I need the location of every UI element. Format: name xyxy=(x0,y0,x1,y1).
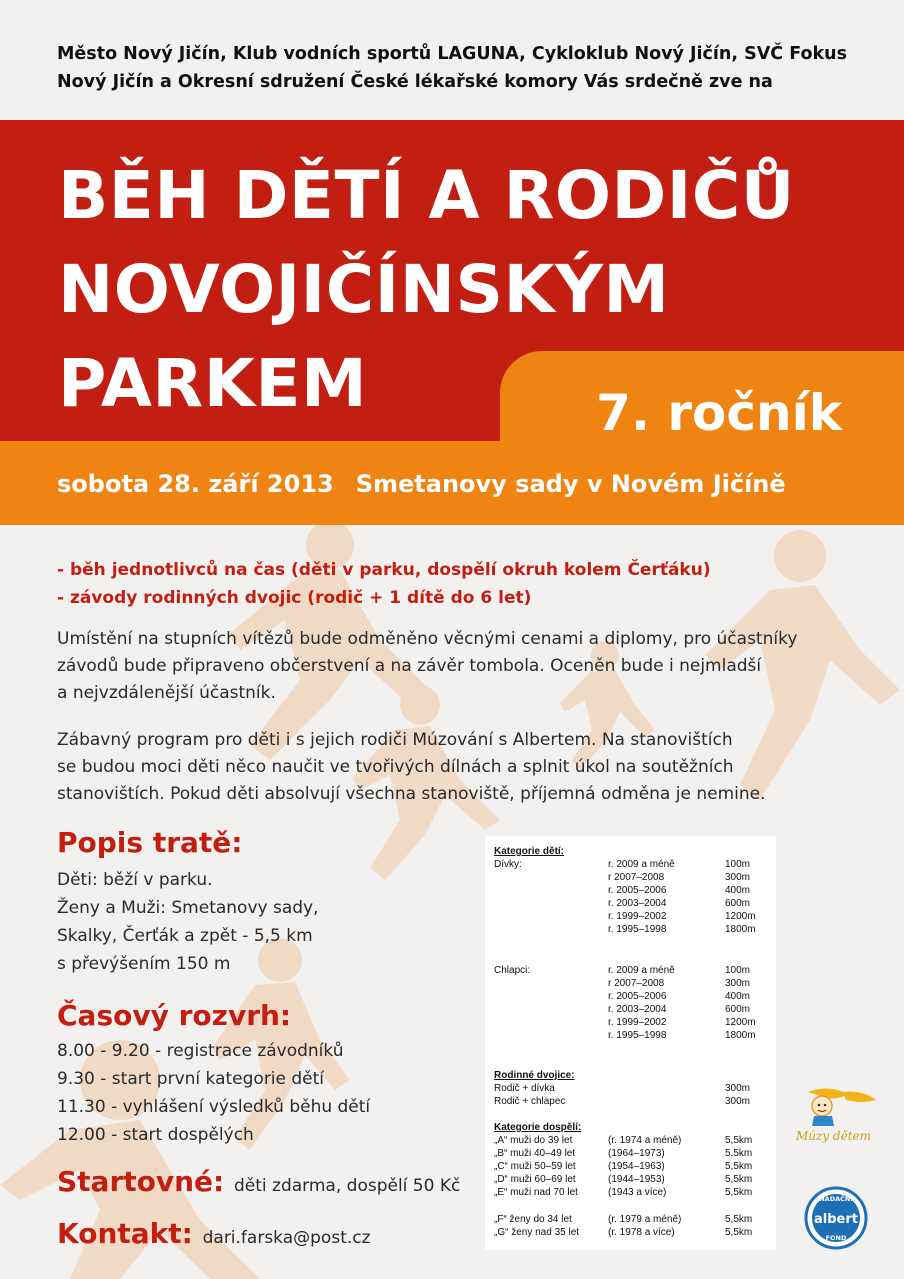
intro-line-2: Nový Jičín a Okresní sdružení České lékařské komory Vás srdečně zve na xyxy=(57,72,773,92)
table-row xyxy=(485,1173,776,1186)
event-place: Smetanovy sady v Novém Jičíně xyxy=(355,470,786,498)
table-row xyxy=(485,1160,776,1173)
track-line: Ženy a Muži: Smetanovy sady, xyxy=(57,898,319,918)
race-item: - závody rodinných dvojic (rodič + 1 dítě do 6 let) xyxy=(57,588,532,608)
distance: 5,5km xyxy=(725,1227,753,1238)
contact-section xyxy=(57,1216,371,1256)
table-row xyxy=(485,964,776,977)
girls-label: Dívky: xyxy=(494,859,522,870)
distance: 1800m xyxy=(725,924,756,935)
adult-category: „D“ muži 60–69 let xyxy=(494,1174,576,1185)
schedule-line: 9.30 - start první kategorie dětí xyxy=(57,1069,325,1089)
event-date: sobota 28. září 2013 xyxy=(57,470,334,498)
table-row xyxy=(485,923,776,936)
year-range: r 2007–2008 xyxy=(608,978,665,989)
program-paragraph xyxy=(57,727,877,808)
distance: 300m xyxy=(725,872,751,883)
race-list xyxy=(57,556,711,612)
track-line: Děti: běží v parku. xyxy=(57,870,213,890)
paragraph-line: Umístění na stupních vítězů bude odměněno věcnými cenami a diplomy, pro účastníky xyxy=(57,629,798,649)
track-heading: Popis tratě: xyxy=(57,826,243,859)
family-pair: Rodič + chlapec xyxy=(494,1096,566,1107)
distance: 5,5km xyxy=(725,1187,753,1198)
paragraph-line: Zábavný program pro děti i s jejich rodiči Múzování s Albertem. Na stanovištích xyxy=(57,730,733,750)
year-range: r. 2005–2006 xyxy=(608,991,667,1002)
adult-category: „A“ muži do 39 let xyxy=(494,1135,573,1146)
year-range: r. 2005–2006 xyxy=(608,885,667,896)
title-line-2: NOVOJIČÍNSKÝM xyxy=(58,251,670,328)
adult-category: „C“ muži 50–59 let xyxy=(494,1161,576,1172)
table-row xyxy=(485,1134,776,1147)
boys-label: Chlapci: xyxy=(494,965,531,976)
table-row xyxy=(485,871,776,884)
edition-label: 7. ročník xyxy=(596,384,842,442)
schedule-list xyxy=(57,1037,370,1149)
table-row xyxy=(485,1226,776,1239)
event-date-place xyxy=(57,466,786,502)
table-row xyxy=(485,910,776,923)
distance: 100m xyxy=(725,965,751,976)
year-range: r. 2009 a méně xyxy=(608,859,675,870)
track-description xyxy=(57,866,319,978)
distance: 5,5km xyxy=(725,1214,753,1225)
year-range: r. 2003–2004 xyxy=(608,1004,667,1015)
distance: 300m xyxy=(725,978,751,989)
track-line: s převýšením 150 m xyxy=(57,954,231,974)
schedule-line: 8.00 - 9.20 - registrace závodníků xyxy=(57,1041,344,1061)
distance: 400m xyxy=(725,885,751,896)
distance: 5,5km xyxy=(725,1148,753,1159)
distance: 600m xyxy=(725,1004,751,1015)
table-row xyxy=(485,1029,776,1042)
distance: 300m xyxy=(725,1096,751,1107)
table-row xyxy=(485,1095,776,1108)
distance: 5,5km xyxy=(725,1161,753,1172)
distance: 1200m xyxy=(725,1017,756,1028)
table-row xyxy=(485,977,776,990)
year-range: r. 1999–2002 xyxy=(608,911,667,922)
albert-fund-logo xyxy=(804,1186,868,1250)
year-range: (1954–1963) xyxy=(608,1161,665,1172)
track-line: Skalky, Čerťák a zpět - 5,5 km xyxy=(57,926,313,946)
year-range: (r. 1974 a méně) xyxy=(608,1135,682,1146)
distance: 5,5km xyxy=(725,1135,753,1146)
year-range: (1943 a více) xyxy=(608,1187,667,1198)
albert-logo-name: albert xyxy=(814,1212,858,1227)
paragraph-line: a nejvzdálenější účastník. xyxy=(57,683,276,703)
schedule-line: 12.00 - start dospělých xyxy=(57,1125,254,1145)
fee-section xyxy=(57,1164,460,1204)
table-row xyxy=(485,884,776,897)
albert-logo-top: NADAČNÍ xyxy=(819,1195,853,1203)
paragraph-line: se budou moci děti něco naučit ve tvořivých dílnách a splnit úkol na soutěžních xyxy=(57,757,734,777)
year-range: r 2007–2008 xyxy=(608,872,665,883)
fee-value: děti zdarma, dospělí 50 Kč xyxy=(234,1176,461,1196)
family-pair: Rodič + dívka xyxy=(494,1083,555,1094)
table-row xyxy=(485,897,776,910)
distance: 600m xyxy=(725,898,751,909)
adult-category: „G“ ženy nad 35 let xyxy=(494,1227,580,1238)
prizes-paragraph xyxy=(57,626,877,707)
schedule-heading: Časový rozvrh: xyxy=(57,999,292,1032)
table-row xyxy=(485,1016,776,1029)
title-line-1: BĚH DĚTÍ A RODIČŮ xyxy=(58,157,795,234)
adult-category-heading: Kategorie dospělí: xyxy=(494,1122,582,1133)
table-row xyxy=(485,990,776,1003)
race-item: - běh jednotlivců na čas (děti v parku, dospělí okruh kolem Čerťáku) xyxy=(57,560,711,580)
year-range: r. 1995–1998 xyxy=(608,1030,667,1041)
year-range: r. 2009 a méně xyxy=(608,965,675,976)
title-line-3: PARKEM xyxy=(58,345,368,422)
year-range: (1944–1953) xyxy=(608,1174,665,1185)
contact-email[interactable]: dari.farska@post.cz xyxy=(202,1228,371,1248)
adult-category: „B“ muži 40–49 let xyxy=(494,1148,576,1159)
year-range: (r. 1979 a méně) xyxy=(608,1214,682,1225)
distance: 400m xyxy=(725,991,751,1002)
year-range: r. 1995–1998 xyxy=(608,924,667,935)
year-range: r. 1999–2002 xyxy=(608,1017,667,1028)
table-row xyxy=(485,1003,776,1016)
fee-heading: Startovné: xyxy=(57,1165,225,1198)
contact-heading: Kontakt: xyxy=(57,1217,193,1250)
muzy-detem-logo xyxy=(788,1086,880,1146)
intro-text xyxy=(57,40,857,96)
adult-category: „E“ muži nad 70 let xyxy=(494,1187,578,1198)
year-range: (r. 1978 a více) xyxy=(608,1227,675,1238)
category-table xyxy=(485,836,776,1250)
distance: 5,5km xyxy=(725,1174,753,1185)
distance: 100m xyxy=(725,859,751,870)
distance: 300m xyxy=(725,1083,751,1094)
table-row xyxy=(485,1147,776,1160)
year-range: (1964–1973) xyxy=(608,1148,665,1159)
schedule-line: 11.30 - vyhlášení výsledků běhu dětí xyxy=(57,1097,371,1117)
family-category-heading: Rodinné dvojice: xyxy=(494,1070,575,1081)
year-range: r. 2003–2004 xyxy=(608,898,667,909)
paragraph-line: závodů bude připraveno občerstvení a na závěr tombola. Oceněn bude i nejmladší xyxy=(57,656,762,676)
table-row xyxy=(485,1186,776,1199)
muzy-logo-text: Múzy dětem xyxy=(796,1129,872,1143)
distance: 1200m xyxy=(725,911,756,922)
paragraph-line: stanovištích. Pokud děti absolvují všechna stanoviště, příjemná odměna je nemine. xyxy=(57,784,766,804)
adult-category: „F“ ženy do 34 let xyxy=(494,1214,572,1225)
intro-line-1: Město Nový Jičín, Klub vodních sportů LAGUNA, Cykloklub Nový Jičín, SVČ Fokus xyxy=(57,44,847,64)
kids-category-heading: Kategorie dětí: xyxy=(494,846,565,857)
table-row xyxy=(485,858,776,871)
table-row xyxy=(485,1213,776,1226)
albert-logo-bottom: FOND xyxy=(825,1234,847,1242)
table-row xyxy=(485,1082,776,1095)
distance: 1800m xyxy=(725,1030,756,1041)
